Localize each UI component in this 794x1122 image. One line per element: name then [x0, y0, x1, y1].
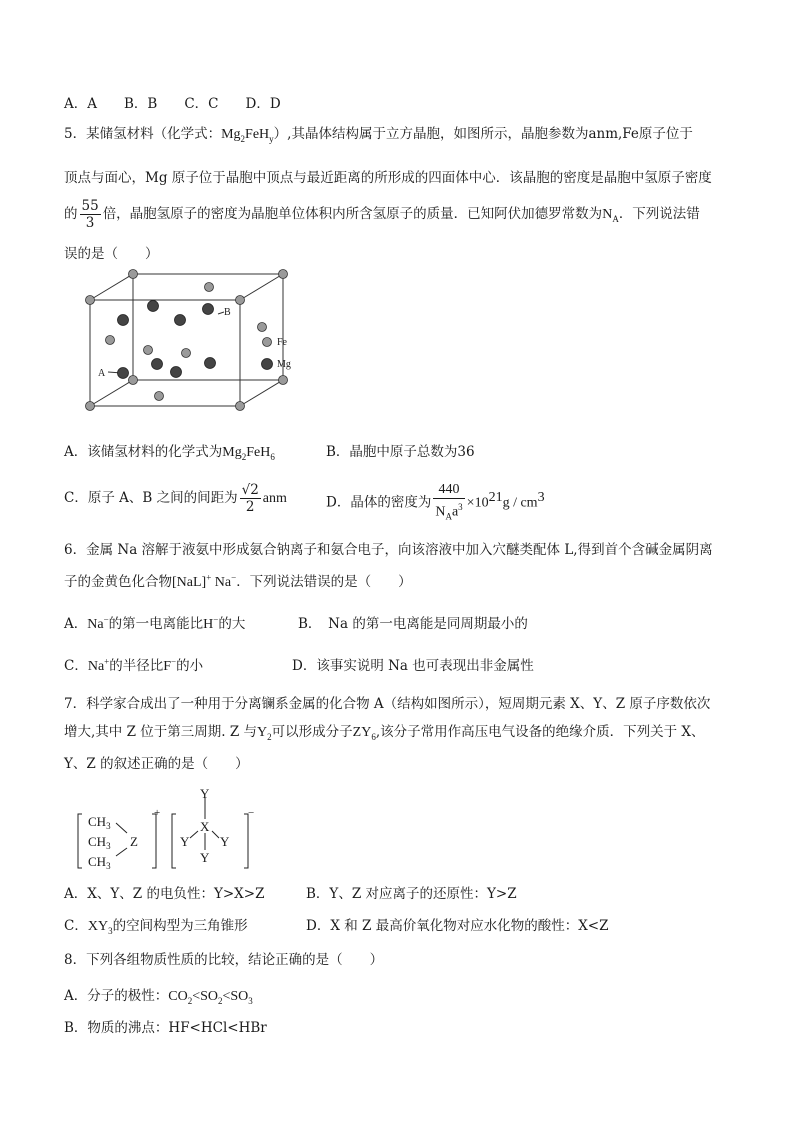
legend-fe-marker	[263, 338, 272, 347]
q7-text-2c: ,该分子常用作高压电气设备的绝缘介质．下列关于 X、	[375, 724, 705, 740]
svg-text:CH3: $CH_3$	[88, 834, 111, 851]
legend-mg: Mg	[277, 359, 291, 370]
svg-text:Y: Y	[200, 786, 210, 801]
svg-text:+: +	[154, 807, 161, 819]
q7-zy6: $ZY_6$	[352, 725, 376, 742]
q5-text-1b: ）,其晶体结构属于立方晶胞，如图所示，晶胞参数为anm,Fe原子位于	[273, 126, 693, 142]
q5-opt-d-den: $N_Aa^3$	[435, 502, 463, 522]
q5-opt-d-exp: 21	[488, 490, 503, 506]
structure-figure	[72, 786, 262, 878]
svg-text:Y: Y	[220, 834, 230, 849]
q6-opt-c-f: F−	[163, 656, 177, 674]
q7-line-3: Y、Z 的叙述正确的是（ ）	[64, 756, 249, 772]
legend-mg-marker	[262, 359, 273, 370]
fig-label-b: B	[224, 307, 231, 318]
q6-text-2a: 子的金黄色化合物	[64, 574, 172, 590]
q8-opt-a-formula: $CO_2<SO_2<SO_3$	[168, 989, 253, 1006]
q5-option-b: B．晶胞中原子总数为36	[326, 444, 475, 460]
q6-formula: [NaL]+ Na−	[172, 572, 237, 590]
svg-text:Z: Z	[130, 834, 138, 849]
q8-option-a	[64, 984, 253, 1006]
q5-line-2: 顶点与面心，Mg 原子位于晶胞中顶点与最近距离的所形成的四面体中心．该晶胞的密度是晶胞中氢原子密度	[64, 170, 712, 186]
q7-option-c	[64, 914, 248, 936]
q5-frac-den: 3	[85, 215, 95, 231]
q6-opt-c-na: Na+	[87, 656, 110, 674]
q6-option-a	[64, 612, 245, 633]
q5-opt-a-formula: $Mg_2FeH_6$	[222, 445, 275, 462]
q5-text-3c: ．下列说法错	[618, 206, 700, 222]
q7-text-2a: 增大,其中 Z 位于第三周期. Z 与	[64, 724, 258, 740]
q7-option-a: A．X、Y、Z 的电负性：Y>X>Z	[64, 886, 265, 902]
fig-label-a: A	[98, 368, 106, 379]
q7-line-2	[64, 720, 705, 742]
svg-text:Y: Y	[200, 850, 210, 865]
q6-opt-a-text: 的第一电离能比	[108, 616, 204, 632]
q6-opt-a-letter: A．	[64, 616, 88, 632]
q5-opt-d-num: 440	[433, 482, 464, 499]
q7-opt-c-letter: C．	[64, 918, 88, 934]
q6-opt-c-tail: 的小	[176, 658, 204, 674]
q5-formula: $Mg_2FeH_y$	[221, 127, 274, 144]
q5-option-c	[64, 482, 287, 515]
legend-fe: Fe	[277, 337, 287, 348]
q5-opt-d-unit-exp: 3	[537, 490, 545, 506]
q6-opt-a-h: H−	[203, 614, 219, 632]
q5-opt-c-fraction	[240, 482, 261, 515]
q5-frac-num: 55	[81, 198, 99, 214]
q5-option-a	[64, 440, 275, 462]
q6-opt-a-na: Na−	[87, 614, 109, 632]
svg-text:X: X	[200, 819, 210, 834]
q7-opt-c-formula: $XY_3$	[87, 919, 113, 936]
q7-option-d: D．X 和 Z 最高价氧化物对应水化物的酸性：X<Z	[306, 918, 609, 934]
q5-line-3	[64, 198, 700, 231]
legend	[260, 334, 310, 374]
q6-opt-c-letter: C．	[64, 658, 88, 674]
q8-opt-a-text: A．分子的极性：	[64, 988, 169, 1004]
q4-options: A．A B．B C．C D．D	[64, 96, 281, 112]
q5-opt-d-unit: g / cm	[502, 495, 538, 511]
svg-text:Y: Y	[180, 834, 190, 849]
q5-option-d	[326, 482, 545, 524]
q5-text-3a: 的	[64, 206, 78, 222]
q5-text-3b: 倍，晶胞氢原子的密度为晶胞单位体积内所含氢原子的质量．已知阿伏加德罗常数为	[102, 206, 603, 222]
q8-line-1: 8．下列各组物质性质的比较，结论正确的是（ ）	[64, 952, 384, 968]
q7-opt-c-text: 的空间构型为三角锥形	[112, 918, 248, 934]
svg-text:CH3: $CH_3$	[88, 854, 111, 871]
q7-line-1: 7．科学家合成出了一种用于分离镧系金属的化合物 A（结构如图所示），短周期元素 X、Y、Z 原子序数依次	[64, 696, 711, 712]
q6-opt-c-text: 的半径比	[109, 658, 164, 674]
q5-na: $N_A$	[602, 207, 619, 224]
q5-fraction	[80, 198, 101, 231]
q6-text-2b: ．下列说法错误的是（ ）	[236, 574, 412, 590]
svg-text:−: −	[248, 807, 255, 819]
q7-y2: $Y_2$	[257, 725, 272, 742]
q8-option-b: B．物质的沸点：HF<HCl<HBr	[64, 1020, 267, 1036]
q6-line-1: 6．金属 Na 溶解于液氨中形成氨合钠离子和氨合电子，向该溶液中加入穴醚类配体 L,得到首个含碱金属阴离	[64, 542, 713, 558]
q5-opt-c-unit: anm	[262, 491, 287, 506]
q5-opt-d-text: D．晶体的密度为	[326, 494, 432, 511]
q7-text-2b: 可以形成分子	[271, 724, 353, 740]
q7-option-b: B．Y、Z 对应离子的还原性：Y>Z	[306, 886, 517, 902]
q6-option-c	[64, 654, 203, 675]
q5-opt-c-den: 2	[245, 499, 255, 515]
q5-line-1	[64, 122, 693, 144]
q5-opt-c-text: C．原子 A、B 之间的间距为	[64, 490, 238, 506]
q5-opt-d-fraction	[433, 482, 464, 524]
q5-opt-a-text: A．该储氢材料的化学式为	[64, 444, 223, 460]
q5-line-4: 误的是（ ）	[64, 246, 159, 262]
q5-opt-c-num: √2	[241, 482, 259, 498]
q6-line-2	[64, 570, 412, 591]
q6-option-d: D．该事实说明 Na 也可表现出非金属性	[292, 658, 534, 674]
q5-opt-d-mult: ×10	[466, 495, 489, 511]
q6-option-b: B． Na 的第一电离能是同周期最小的	[298, 616, 528, 632]
q5-text-1a: 5．某储氢材料（化学式：	[64, 126, 222, 142]
svg-text:CH3: $CH_3$	[88, 814, 111, 831]
q6-opt-a-tail: 的大	[218, 616, 246, 632]
